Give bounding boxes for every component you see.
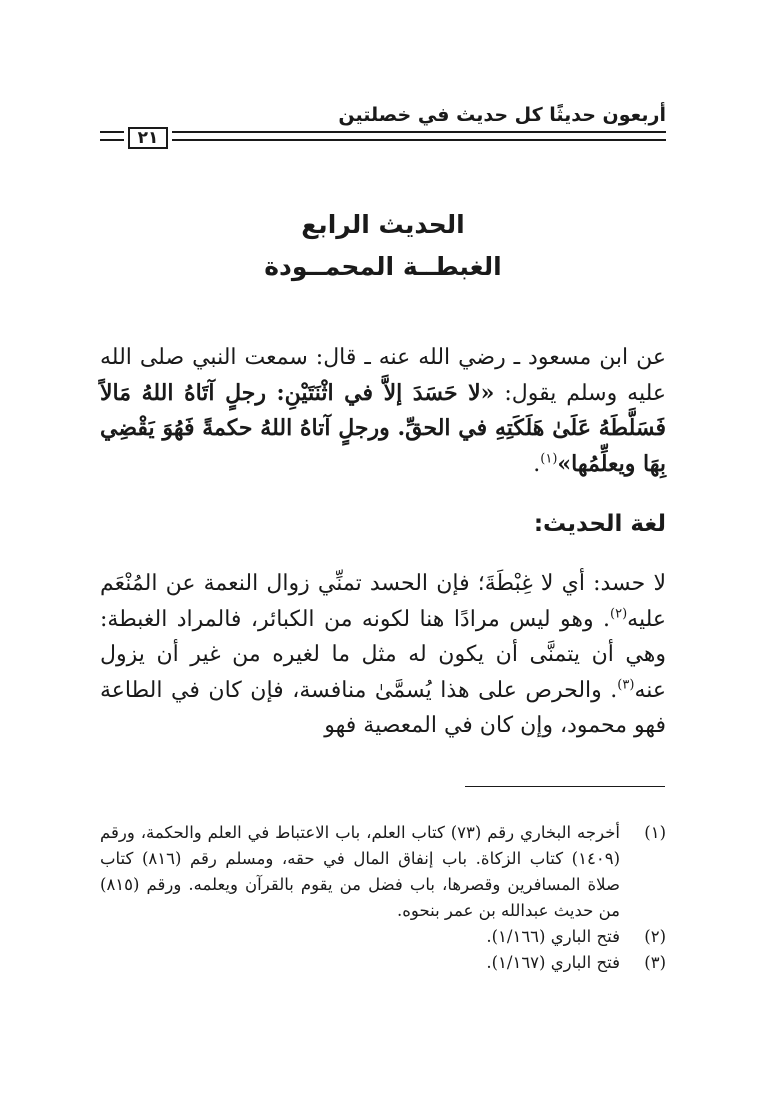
running-title: أربعون حديثًا كل حديث في خصلتين <box>338 104 666 126</box>
explanation-part-2: . وهو ليس مرادًا هنا لكونه من الكبائر، فالمراد الغبطة: وهي أن يتمنَّى أن يكون له مثل ما لغيره من غير أن يزول عنه <box>100 606 666 703</box>
footnote-1 <box>100 820 666 924</box>
header-rule-left <box>100 131 124 133</box>
hadith-text: «لا حَسَدَ إلاَّ في اثْنَتَيْنِ: رجلٍ آتَاهُ اللهُ مَالاً فَسَلَّطَهُ عَلَىٰ هَلَكَتِهِ في الحقِّ. ورجلٍ آتاهُ اللهُ حكمةً فَهُوَ يَقْضِي بِهَا ويعلِّمُها» <box>100 379 666 477</box>
chapter-title: الحديث الرابع <box>301 210 465 239</box>
footnote-3 <box>100 950 666 976</box>
footnote-text: أخرجه البخاري رقم (٧٣) كتاب العلم، باب الاعتباط في العلم والحكمة، ورقم (١٤٠٩) كتاب الزكاة. باب إنفاق المال في حقه، ومسلم رقم (٨١٦) كتاب صلاة المسافرين وقصرها، باب فضل من يقوم بالقرآن ويعلمه. ورقم (٨١٥) من حديث عبدالله بن عمر بنحوه. <box>100 823 620 920</box>
footnote-text: فتح الباري (١/١٦٦). <box>486 927 620 946</box>
page-number: ٢١ <box>128 127 168 149</box>
section-heading: لغة الحديث: <box>533 511 666 537</box>
explanation-part-1: لا حسد: أي لا غِبْطَةَ؛ فإن الحسد تمنِّي زوال النعمة عن المُنْعَم عليه <box>100 571 666 632</box>
footnote-number: (٣) <box>644 953 666 972</box>
hadith-intro: عن ابن مسعود ـ رضي الله عنه ـ قال: سمعت النبي صلى الله عليه وسلم يقول: <box>100 345 666 406</box>
explanation-part-3: . والحرص على هذا يُسمَّىٰ منافسة، فإن كان في الطاعة فهو محمود، وإن كان في المعصية فهو <box>100 677 666 738</box>
hadith-paragraph <box>100 340 666 482</box>
footnote-separator <box>465 786 665 787</box>
chapter-subtitle: الغبطــة المحمــودة <box>264 252 502 281</box>
hadith-end: . <box>533 451 541 477</box>
header-rule-left-lower <box>100 139 124 141</box>
footnote-number: (٢) <box>644 927 666 946</box>
header-rule-right-lower <box>172 139 666 141</box>
footnotes <box>100 820 666 976</box>
footnote-2 <box>100 924 666 950</box>
footnote-text: فتح الباري (١/١٦٧). <box>486 953 620 972</box>
footnote-number: (١) <box>644 823 666 842</box>
header-rule-right <box>172 131 666 133</box>
footnote-ref-3: (٣) <box>617 677 635 693</box>
footnote-ref-2: (٢) <box>610 606 628 622</box>
explanation-paragraph <box>100 566 666 744</box>
footnote-ref-1: (١) <box>540 451 558 467</box>
